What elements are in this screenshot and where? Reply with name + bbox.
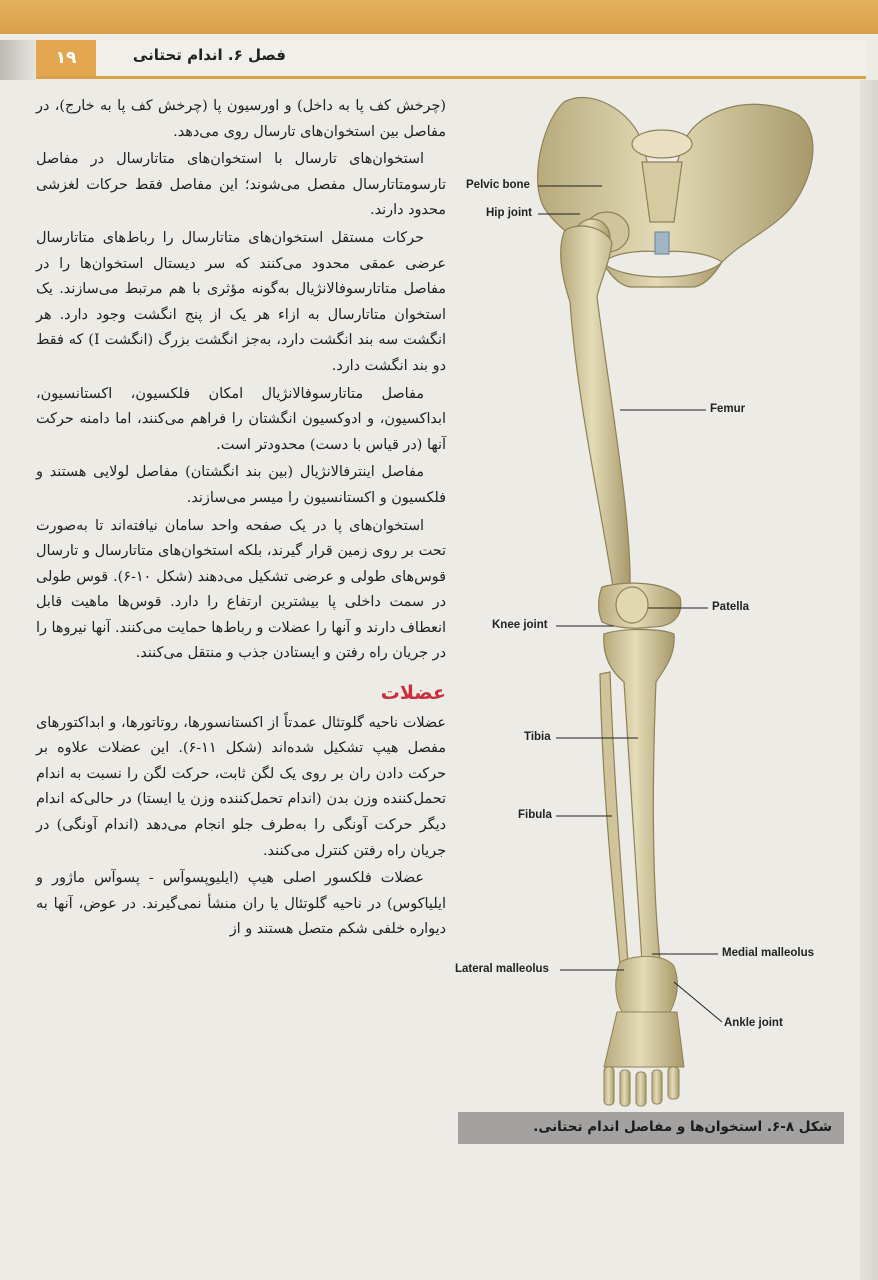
foot-shape	[604, 956, 684, 1106]
paragraph-3: حرکات مستقل استخوان‌های متاتارسال را رباط‌های متاتارسال عرضی عمقی محدود می‌کنند که سر دیستال استخوان‌ها را در مفاصل متاتارسوفالانژیال به‌گونه مؤثری با هم مرتبط می‌سازند. یک استخوان متاتارسال به ازاء هر یک از پنج انگشت وجود دارد. هر انگشت سه بند انگشت دارد، به‌جز انگشت بزرگ (انگشت I) که فقط دو بند انگشت دارد.	[36, 229, 447, 374]
paragraph-2: استخوان‌های تارسال با استخوان‌های متاتارسال در مفاصل تارسومتاتارسال مفصل می‌شوند؛ این مفاصل فقط حرکات لغزشی محدود دارند.	[36, 151, 446, 219]
label-femur: Femur	[710, 403, 746, 415]
chapter-title: فصل ۶. اندام تحتانی	[132, 46, 286, 64]
patella-shape	[616, 587, 648, 623]
paragraph-1: (چرخش کف پا به داخل) و اورسیون پا (چرخش کف پا به خارج)، در مفاصل بین استخوان‌های تارسال روی می‌دهد.	[36, 98, 446, 140]
body-text-column	[36, 94, 446, 945]
label-lateral-malleolus: Lateral malleolus	[455, 963, 549, 975]
label-hip-joint: Hip joint	[486, 207, 532, 219]
figure-caption: شکل ۸-۶. استخوان‌ها و مفاصل اندام تحتانی.	[533, 1119, 832, 1135]
label-patella: Patella	[712, 601, 750, 613]
page-right-edge	[860, 80, 878, 1280]
running-header	[36, 40, 866, 79]
section-paragraph-1: عضلات ناحیه گلوتئال عمدتاً از اکستانسورها، روتاتورها، و ابداکتورهای مفصل هیپ تشکیل شده‌اند (شکل ۱۱-۶). این عضلات علاوه بر حرکت دادن ران بر روی یک لگن ثابت، حرکت لگن را نسبت به اندام تحمل‌کننده وزن بدن (اندام تحمل‌کننده وزن یا ایستا) در حالی‌که اندام دیگر حرکت آونگی را به‌طرف جلو انجام می‌دهد (اندام آونگی) در جریان راه رفتن کنترل می‌کنند.	[36, 714, 446, 859]
section-heading-muscles: عضلات	[380, 682, 446, 705]
label-ankle-joint: Ankle joint	[724, 1017, 783, 1029]
paragraph-6: استخوان‌های پا در یک صفحه واحد سامان نیافته‌اند تا به‌صورت تحت بر روی زمین قرار گیرند، بلکه استخوان‌های متاتارسال و تارسال قوس‌های طولی و عرضی تشکیل می‌دهند (شکل ۱۰-۶). قوس طولی در سمت داخلی پا بیشترین ارتفاع را دارد. قوس‌ها ماهیت قابل انعطاف دارند و آنها را عضلات و رباط‌ها حمایت می‌کنند. آنها نیروها را در جریان راه رفتن و ایستادن جذب و منتقل می‌کنند.	[36, 517, 446, 662]
fibula-shape	[600, 672, 628, 964]
paragraph-5: مفاصل اینترفالانژیال (بین بند انگشتان) مفاصل لولایی هستند و فلکسیون و اکستانسیون را میسر می‌سازند.	[36, 464, 446, 506]
paragraph-4: مفاصل متاتارسوفالانژیال امکان فلکسیون، اکستانسیون، ابداکسیون، و ادوکسیون انگشتان را فراهم می‌کنند، اما دامنه حرکت آنها (در قیاس با دست) محدودتر است.	[36, 385, 446, 453]
label-knee-joint: Knee joint	[492, 619, 548, 631]
label-tibia: Tibia	[524, 731, 551, 743]
label-pelvic-bone: Pelvic bone	[466, 179, 530, 191]
label-fibula: Fibula	[518, 809, 552, 821]
label-medial-malleolus: Medial malleolus	[722, 947, 815, 959]
page-number: ۱۹	[36, 40, 96, 76]
skeleton-figure	[452, 82, 864, 1112]
section-paragraph-2: عضلات فلکسور اصلی هیپ (ایلیوپسوآس - پسوآس ماژور و ایلیاکوس) در ناحیه گلوتئال یا ران منشأ نمی‌گیرند. در عوض، آنها به دیواره خلفی شکم متصل هستند و از	[36, 870, 446, 938]
figure-caption-bar	[458, 1112, 844, 1144]
page-edge-shadow	[0, 40, 36, 80]
top-color-band	[0, 0, 878, 34]
